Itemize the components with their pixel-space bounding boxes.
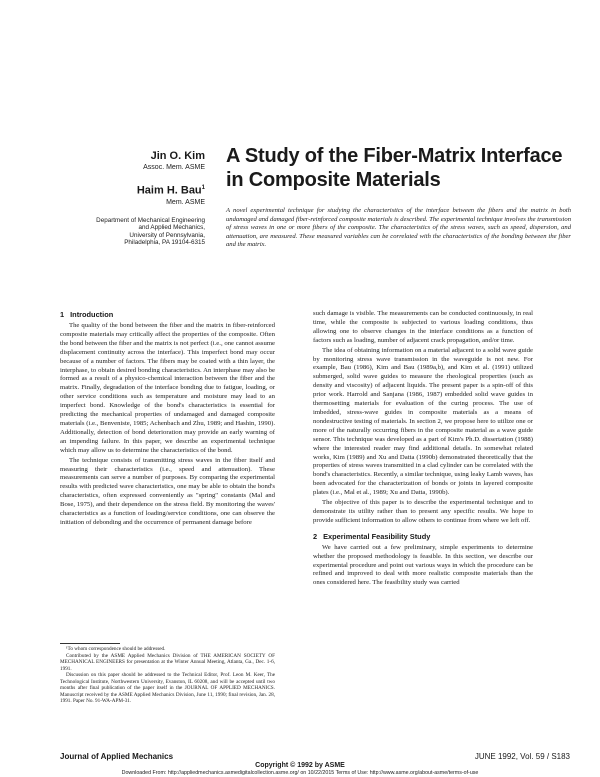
issue-info: JUNE 1992, Vol. 59 / S183 <box>474 752 570 761</box>
paragraph: We have carried out a few preliminary, simple experiments to determine whether the proposed methodology is feasible. In this section, we describe our experimental procedure and point out various ways in which the procedure can be refined and improved to deal with more realistic composite materials than the ones considered here. The feasibility study was carried <box>313 543 533 587</box>
right-column <box>313 310 533 588</box>
footnote: ¹To whom correspondence should be addressed. <box>66 646 166 652</box>
author-name-2: Haim H. Bau$^1$ <box>136 184 205 197</box>
footnote: Contributed by the ASME Applied Mechanics Division of THE AMERICAN SOCIETY OF MECHANICAL ENGINEERS for presentation at the Winter Annual Meeting, Atlanta, Ga., Dec. 1-6, 1991. <box>60 652 275 672</box>
paragraph: The objective of this paper is to describe the experimental technique and to demonstrate its utility rather than to present any specific results. We hope to provide sufficient information to allow others to continue from where we left off. <box>313 499 533 524</box>
footnote-divider <box>60 643 120 644</box>
footnotes <box>60 646 275 705</box>
copyright-notice: Copyright © 1992 by ASME <box>255 762 345 769</box>
paragraph: The quality of the bond between the fiber and the matrix in fiber-reinforced composite materials may critically affect the properties of the composite. Often the bond between the fiber and the matrix is not perfect (i.e., one cannot assume displacement continuity across the interface). This imperfect bond may occur because of a number of factors. The fibers may be coated with a thin layer, the interphase, to obtain desired bonding characteristics. An interphase may also be formed as a result of a physico-chemical interaction between the fiber and the matrix. Finally, degradation of the interface bonding due to fatigue, loading, or other service conditions such as temperature and moisture may lead to an imperfect bond. Knowledge of the bond's characteristics is essential for predicting the mechanical properties of undamaged and damaged composite materials (i.e., Benveniste, 1985; Achenbach and Zhu, 1989; and Hashin, 1990). Additionally, detection of bond deterioration may provide an early warning of an impending failure. In this paper, we describe an experimental technique which may allow us to determine the characteristics of the bond. <box>60 322 275 454</box>
journal-name: Journal of Applied Mechanics <box>60 752 174 761</box>
abstract: A novel experimental technique for studying the characteristics of the interface between the fibers and the matrix in both undamaged and damaged fiber-reinforced composite materials is described. The experimental technique involves the transmission of stress waves in one or more fibers of the composite. The characteristics of the stress waves, such as speed, dispersion, and attenuation, are measured. These measured variables can be correlated with the characteristics of the bonding between the fiber and the matrix. <box>226 207 571 249</box>
author-role-2: Mem. ASME <box>166 198 205 206</box>
download-notice: Downloaded From: http://appliedmechanics.asmedigitalcollection.asme.org/ on 10/22/2015 Terms of Use: http://www.asme.org/about-asme/terms-of-use <box>121 770 479 776</box>
section-heading-introduction: 1 Introduction <box>60 310 114 319</box>
author-block <box>55 150 205 247</box>
author-name-1: Jin O. Kim <box>150 150 205 162</box>
left-column <box>60 310 275 528</box>
paper-title: A Study of the Fiber-Matrix Interface in Composite Materials <box>226 145 563 191</box>
paragraph: The technique consists of transmitting stress waves in the fiber itself and measuring their characteristics (i.e., speed and attenuation). These measurements can serve a number of purposes. By comparing the experimental results with predicted wave characteristics, one may be able to obtain the bond's characteristics, often expressed conveniently as "spring" constants (Mal and Bose, 1975), and their dependence on the stress field. By monitoring the waves' characteristics as a function of loading/service conditions, one can observe the initiation of debonding and the occurrence of permanent damage before <box>60 456 275 526</box>
author-role-1: Assoc. Mem. ASME <box>143 164 205 171</box>
section-heading-feasibility: 2 Experimental Feasibility Study <box>313 531 431 541</box>
paragraph: such damage is visible. The measurements can be conducted continuously, in real time, while the composite is subjected to various loading conditions, thus allowing one to observe changes in the interface conditions as a function of factors such as loading, number of adjacent crack propagation, and/or time. <box>313 310 533 344</box>
paragraph: The idea of obtaining information on a material adjacent to a solid wave guide by monitoring stress wave transmission in the waveguide is not new. For example, Bau (1986), Kim and Bau (1989a,b), and Kim et al. (1991) utilized submerged, solid wave guides to measure the rheological properties (such as density and viscosity) of adjacent liquids. The present paper is a spin-off of this prior work. Harrold and Sanjana (1986, 1987) embedded solid wave guides in thermosetting materials for evaluation of the curing process. The use of imbedded, stress-wave guides in composite materials as a means of nondestructive testing of materials. In section 2, we propose here to utilize one or more of the naturally occurring fibers in the composite material as a wave guide sensor. This technique was developed as a part of Kim's Ph.D. dissertation (1988) where the interested reader may find additional details. In somewhat related works, Kim (1989) and Xu and Datta (1990b) demonstrated theoretically that the properties of stress waves transmitted in a clad cylinder can be correlated with the bond's characteristics. Recently, a similar technique, using leaky Lamb waves, has been advocated for the characterization of bonds or joints in layered composite plates (i.e., Mal et al., 1989; Xu and Datta, 1990b). <box>313 346 533 497</box>
footnote: Discussion on this paper should be addressed to the Technical Editor, Prof. Leon M. Keer, The Technological Institute, Northwestern University, Evanston, IL 60208, and will be accepted until two months after final publication of the paper itself in the JOURNAL OF APPLIED MECHANICS. Manuscript received by the ASME Applied Mechanics Division, June 11, 1990; final revision, Jan. 28, 1991. Paper No. 91-WA-APM-31. <box>60 672 275 704</box>
affiliation: Department of Mechanical Engineering and Applied Mechanics, University of Pennsylvania, Philadelphia, PA 19104-6315 <box>96 216 205 247</box>
author-footnote-mark: 1 <box>201 185 205 191</box>
